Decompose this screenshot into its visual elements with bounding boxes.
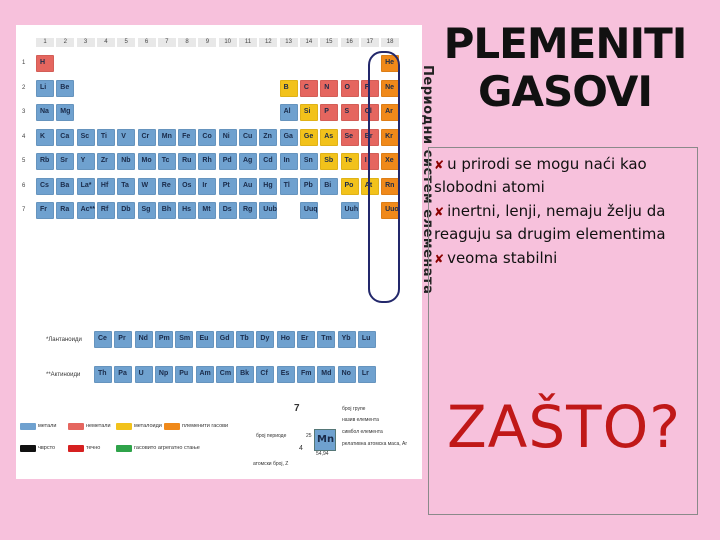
element-cell xyxy=(300,202,318,219)
element-symbol: Si xyxy=(303,108,311,115)
element-symbol: Hg xyxy=(263,181,273,189)
element-cell xyxy=(97,129,115,146)
element-symbol: Gd xyxy=(219,335,230,342)
element-symbol: Os xyxy=(182,181,192,189)
period-label: 6 xyxy=(22,182,26,189)
element-symbol: Na xyxy=(40,108,49,115)
group-header: 14 xyxy=(300,38,318,47)
element-cell xyxy=(341,104,359,121)
element-cell xyxy=(36,55,54,72)
legend-swatch-nonmetals xyxy=(68,423,84,430)
element-cell xyxy=(341,129,359,146)
legend-noble-gases: племенити гасови xyxy=(182,423,229,429)
group-header: 11 xyxy=(239,38,257,47)
element-symbol: Y xyxy=(80,157,86,164)
key-mass: 54,94 xyxy=(316,451,329,457)
group-header: 6 xyxy=(138,38,156,47)
element-cell xyxy=(138,153,156,170)
element-symbol: La* xyxy=(80,181,92,189)
element-symbol: Hs xyxy=(182,206,192,213)
element-symbol: Uuo xyxy=(385,206,399,213)
element-symbol: Cf xyxy=(260,370,268,377)
element-cell xyxy=(56,80,74,97)
element-symbol: Rb xyxy=(40,157,50,164)
element-symbol: O xyxy=(344,83,350,91)
element-cell xyxy=(158,153,176,170)
group-header: 18 xyxy=(381,38,399,47)
element-symbol: Ni xyxy=(222,132,230,140)
element-symbol: Tl xyxy=(283,181,290,189)
x-mark-icon: ✘ xyxy=(434,252,445,266)
element-symbol: Db xyxy=(121,206,131,213)
periodic-table-image xyxy=(16,25,435,479)
element-symbol: Li xyxy=(40,83,47,91)
element-cell xyxy=(341,178,359,195)
element-cell xyxy=(36,153,54,170)
element-cell xyxy=(117,202,135,219)
element-symbol: P xyxy=(324,108,329,115)
element-cell xyxy=(300,104,318,121)
element-symbol: Pt xyxy=(222,181,230,189)
element-symbol: Uub xyxy=(263,206,277,213)
element-symbol: Tb xyxy=(240,335,249,342)
element-cell xyxy=(256,366,274,383)
element-symbol: F xyxy=(364,83,370,91)
element-cell xyxy=(114,366,132,383)
element-symbol: V xyxy=(121,132,126,140)
element-cell xyxy=(216,331,234,348)
element-symbol: Ne xyxy=(385,83,395,91)
element-symbol: C xyxy=(303,83,309,91)
group-header: 8 xyxy=(178,38,196,47)
element-symbol: Es xyxy=(280,370,290,377)
key-element-box xyxy=(314,429,336,451)
element-cell xyxy=(341,153,359,170)
element-cell xyxy=(178,178,196,195)
element-cell xyxy=(320,178,338,195)
element-cell xyxy=(77,129,95,146)
element-cell xyxy=(56,202,74,219)
element-symbol: Am xyxy=(199,370,211,377)
element-cell xyxy=(77,153,95,170)
element-symbol: Md xyxy=(321,370,332,377)
group-header: 4 xyxy=(97,38,115,47)
element-symbol: Be xyxy=(60,83,70,91)
element-symbol: Ir xyxy=(202,181,208,189)
element-cell xyxy=(297,366,315,383)
legend-liquid: течно xyxy=(86,445,101,451)
legend-metalloids: металоиди xyxy=(134,423,162,429)
element-cell xyxy=(56,104,74,121)
element-cell xyxy=(94,366,112,383)
element-cell xyxy=(135,331,153,348)
element-symbol: Sg xyxy=(141,206,151,213)
element-cell xyxy=(117,153,135,170)
element-symbol: Mg xyxy=(60,108,71,115)
element-symbol: Mo xyxy=(141,157,152,164)
bullet-text: u prirodi se mogu naći kao slobodni atomi xyxy=(434,155,647,196)
group-header: 13 xyxy=(280,38,298,47)
element-symbol: Re xyxy=(161,181,171,189)
element-symbol: Rn xyxy=(385,181,395,189)
element-symbol: Mn xyxy=(161,132,172,140)
element-symbol: Ga xyxy=(283,132,293,140)
element-symbol: Br xyxy=(364,132,373,140)
element-cell xyxy=(196,331,214,348)
element-cell xyxy=(56,129,74,146)
element-symbol: Al xyxy=(283,108,291,115)
element-symbol: Ca xyxy=(60,132,70,140)
element-symbol: Yb xyxy=(341,335,351,342)
element-cell xyxy=(97,178,115,195)
element-symbol: Po xyxy=(344,181,354,189)
legend-swatch-noble-gases xyxy=(164,423,180,430)
element-symbol: H xyxy=(40,59,46,66)
element-symbol: Zr xyxy=(100,157,108,164)
key-period-number: 4 xyxy=(299,445,303,452)
element-cell xyxy=(178,129,196,146)
element-cell xyxy=(239,178,257,195)
legend-metals: метали xyxy=(38,423,57,429)
bullet-item xyxy=(434,153,692,198)
element-symbol: Cm xyxy=(219,370,232,377)
legend-swatch-liquid xyxy=(68,445,84,452)
element-symbol: Eu xyxy=(199,335,209,342)
element-cell xyxy=(97,153,115,170)
element-cell xyxy=(317,331,335,348)
element-symbol: Rh xyxy=(202,157,212,164)
element-cell xyxy=(198,178,216,195)
element-cell xyxy=(196,366,214,383)
element-cell xyxy=(341,202,359,219)
key-label-atomic: атомски број, Z xyxy=(253,461,289,467)
group-header: 3 xyxy=(77,38,95,47)
element-cell xyxy=(114,331,132,348)
bullet-list xyxy=(434,153,692,272)
element-symbol: Tc xyxy=(161,157,170,164)
element-cell xyxy=(135,366,153,383)
element-symbol: Ce xyxy=(98,335,107,342)
element-cell xyxy=(256,331,274,348)
legend-gas: гасовито агрегатно стање xyxy=(134,445,200,451)
element-symbol: K xyxy=(40,132,46,140)
element-cell xyxy=(36,80,54,97)
element-symbol: U xyxy=(138,370,144,377)
element-symbol: Cl xyxy=(364,108,372,115)
legend-swatch-metals xyxy=(20,423,36,430)
element-cell xyxy=(358,366,376,383)
element-cell xyxy=(338,331,356,348)
element-symbol: No xyxy=(341,370,351,377)
element-cell xyxy=(239,153,257,170)
legend-swatch-metalloids xyxy=(116,423,132,430)
element-cell xyxy=(317,366,335,383)
period-label: 1 xyxy=(22,60,26,66)
element-symbol: Nb xyxy=(121,157,131,164)
key-group-number: 7 xyxy=(294,403,300,414)
element-symbol: Co xyxy=(202,132,212,140)
element-cell xyxy=(358,331,376,348)
bullet-item xyxy=(434,247,692,270)
element-symbol: Ho xyxy=(280,335,291,342)
element-cell xyxy=(280,129,298,146)
element-cell xyxy=(155,366,173,383)
title-line-1: PLEMENITI xyxy=(443,19,687,68)
element-symbol: Ta xyxy=(121,181,129,189)
group-header: 1 xyxy=(36,38,54,47)
element-symbol: W xyxy=(141,181,149,189)
element-cell xyxy=(178,153,196,170)
element-cell xyxy=(94,331,112,348)
element-symbol: Ba xyxy=(60,181,70,189)
legend-solid: чврсто xyxy=(38,445,56,451)
element-symbol: At xyxy=(364,181,373,189)
element-symbol: Pa xyxy=(118,370,127,377)
group-header: 9 xyxy=(198,38,216,47)
element-cell xyxy=(36,129,54,146)
legend-swatch-solid xyxy=(20,445,36,452)
element-cell xyxy=(300,178,318,195)
actinides-label: **Актиноиди xyxy=(46,372,81,378)
question-heading: ZAŠTO? xyxy=(446,393,682,461)
element-cell xyxy=(320,153,338,170)
element-cell xyxy=(36,178,54,195)
element-symbol: Rf xyxy=(100,206,109,213)
period-label: 5 xyxy=(22,158,26,164)
element-cell xyxy=(320,104,338,121)
key-label-group: број групе xyxy=(342,406,366,412)
element-symbol: Te xyxy=(344,157,353,164)
element-cell xyxy=(219,178,237,195)
element-cell xyxy=(259,202,277,219)
element-symbol: Fm xyxy=(301,370,312,377)
element-cell xyxy=(138,202,156,219)
element-cell xyxy=(300,80,318,97)
element-symbol: Bk xyxy=(240,370,250,377)
element-cell xyxy=(300,129,318,146)
group-header: 17 xyxy=(361,38,379,47)
content-box xyxy=(428,147,698,515)
element-cell xyxy=(259,129,277,146)
element-cell xyxy=(36,202,54,219)
element-cell xyxy=(198,129,216,146)
element-cell xyxy=(239,202,257,219)
element-cell xyxy=(341,80,359,97)
group-header: 12 xyxy=(259,38,277,47)
bullet-text: veoma stabilni xyxy=(447,249,558,267)
element-symbol: I xyxy=(364,157,367,164)
element-cell xyxy=(277,366,295,383)
element-symbol: Ra xyxy=(60,206,70,213)
slide-title xyxy=(430,20,700,116)
element-symbol: Ds xyxy=(222,206,232,213)
element-symbol: Dy xyxy=(260,335,270,342)
legend-swatch-gas xyxy=(116,445,132,452)
element-symbol: Cu xyxy=(243,132,253,140)
element-cell xyxy=(56,178,74,195)
element-symbol: Sn xyxy=(303,157,313,164)
bullet-text: inertni, lenji, nemaju želju da reaguju sa drugim elementima xyxy=(434,202,666,243)
element-symbol: Ti xyxy=(100,132,107,140)
element-symbol: Pr xyxy=(118,335,126,342)
period-label: 3 xyxy=(22,109,26,115)
element-cell xyxy=(219,129,237,146)
element-symbol: Bi xyxy=(324,181,332,189)
element-cell xyxy=(117,129,135,146)
element-symbol: Ge xyxy=(303,132,314,140)
title-line-2: GASOVI xyxy=(478,67,652,116)
element-symbol: Rg xyxy=(243,206,253,213)
element-symbol: Pm xyxy=(158,335,170,342)
element-symbol: He xyxy=(385,59,395,66)
element-cell xyxy=(297,331,315,348)
element-cell xyxy=(155,331,173,348)
element-cell xyxy=(219,153,237,170)
element-cell xyxy=(236,366,254,383)
element-symbol: Pd xyxy=(222,157,232,164)
element-cell xyxy=(236,331,254,348)
element-cell xyxy=(117,178,135,195)
element-symbol: Ag xyxy=(243,157,253,164)
element-symbol: Fr xyxy=(40,206,47,213)
element-cell xyxy=(277,331,295,348)
element-symbol: Pb xyxy=(303,181,313,189)
element-symbol: Sr xyxy=(60,157,68,164)
element-cell xyxy=(138,178,156,195)
element-cell xyxy=(97,202,115,219)
lanthanides-label: *Лантаноиди xyxy=(46,337,82,343)
group-header: 7 xyxy=(158,38,176,47)
element-cell xyxy=(219,202,237,219)
element-symbol: Pu xyxy=(179,370,189,377)
period-label: 7 xyxy=(22,207,26,213)
key-label-mass: релативна атомска маса, Ar xyxy=(342,441,408,447)
element-cell xyxy=(320,129,338,146)
group-header: 2 xyxy=(56,38,74,47)
element-symbol: Se xyxy=(344,132,354,140)
element-cell xyxy=(175,366,193,383)
element-cell xyxy=(300,153,318,170)
element-cell xyxy=(158,178,176,195)
element-cell xyxy=(259,178,277,195)
element-symbol: As xyxy=(324,132,334,140)
element-cell xyxy=(175,331,193,348)
group-header: 16 xyxy=(341,38,359,47)
element-symbol: Th xyxy=(98,370,107,377)
element-symbol: Cd xyxy=(263,157,273,164)
element-symbol: Cs xyxy=(40,181,49,189)
element-symbol: Xe xyxy=(385,157,394,164)
element-symbol: Lu xyxy=(361,335,371,342)
element-cell xyxy=(216,366,234,383)
element-symbol: In xyxy=(283,157,290,164)
bullet-item xyxy=(434,200,692,245)
element-cell xyxy=(280,80,298,97)
period-label: 2 xyxy=(22,84,26,91)
element-symbol: Sb xyxy=(324,157,334,164)
element-cell xyxy=(77,178,95,195)
element-symbol: Kr xyxy=(385,132,393,140)
element-symbol: Nd xyxy=(138,335,148,342)
element-cell xyxy=(138,129,156,146)
element-symbol: Bh xyxy=(161,206,172,213)
element-symbol: B xyxy=(283,83,289,91)
element-cell xyxy=(178,202,196,219)
period-label: 4 xyxy=(22,133,26,140)
group-header: 15 xyxy=(320,38,338,47)
element-symbol: Au xyxy=(243,181,253,189)
element-symbol: S xyxy=(344,108,350,115)
key-label-name: назив елемента xyxy=(342,417,379,423)
element-cell xyxy=(280,178,298,195)
element-symbol: Mt xyxy=(202,206,211,213)
legend-nonmetals: неметали xyxy=(86,423,111,429)
element-cell xyxy=(36,104,54,121)
element-cell xyxy=(158,202,176,219)
group-header: 10 xyxy=(219,38,237,47)
group-header: 5 xyxy=(117,38,135,47)
element-symbol: Uuq xyxy=(303,206,318,213)
x-mark-icon: ✘ xyxy=(434,158,445,172)
element-symbol: Fe xyxy=(182,132,191,140)
element-symbol: Uuh xyxy=(344,206,359,213)
element-cell xyxy=(198,202,216,219)
element-cell xyxy=(239,129,257,146)
element-cell xyxy=(338,366,356,383)
key-symbol: Mn xyxy=(317,434,335,445)
x-mark-icon: ✘ xyxy=(434,205,445,219)
element-symbol: Ac** xyxy=(80,206,95,213)
key-atomic-number: 25 xyxy=(306,433,312,439)
element-symbol: Lr xyxy=(361,370,369,377)
element-cell xyxy=(158,129,176,146)
element-cell xyxy=(56,153,74,170)
element-cell xyxy=(280,104,298,121)
element-symbol: Ru xyxy=(182,157,192,164)
element-symbol: Hf xyxy=(100,181,109,189)
key-label-symbol: симбол елемента xyxy=(342,429,383,435)
element-cell xyxy=(320,80,338,97)
element-symbol: N xyxy=(324,83,330,91)
element-symbol: Ar xyxy=(385,108,393,115)
element-symbol: Np xyxy=(158,370,169,377)
element-cell xyxy=(280,153,298,170)
key-label-period: број периоде xyxy=(256,433,287,439)
element-symbol: Sm xyxy=(179,335,191,342)
element-cell xyxy=(77,202,95,219)
element-symbol: Cr xyxy=(141,132,150,140)
element-symbol: Er xyxy=(301,335,309,342)
periodic-table-title: Периодни систем елемената xyxy=(420,65,435,295)
element-symbol: Sc xyxy=(80,132,90,140)
element-cell xyxy=(259,153,277,170)
element-cell xyxy=(198,153,216,170)
element-symbol: Tm xyxy=(321,335,332,342)
element-symbol: Zn xyxy=(263,132,272,140)
